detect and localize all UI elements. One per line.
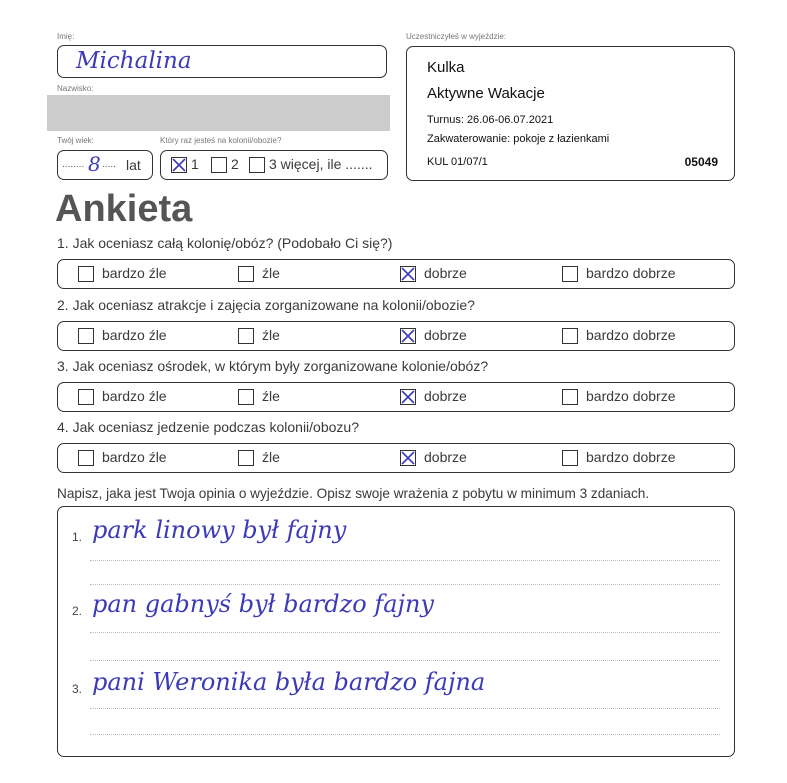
question-4-text <box>57 419 359 435</box>
rating-option-label: dobrze <box>424 327 467 343</box>
question-number: 4. <box>57 419 69 435</box>
rating-checkbox[interactable] <box>238 389 254 405</box>
check-mark-icon <box>400 450 416 466</box>
age-dots-after: ..... <box>102 159 116 170</box>
rating-checkbox[interactable] <box>562 328 578 344</box>
rating-option-label: bardzo źle <box>102 449 167 465</box>
age-unit: lat <box>126 157 141 173</box>
times-option-1: 1 <box>191 156 199 172</box>
age-label: Twój wiek: <box>57 136 94 145</box>
check-mark-icon <box>171 157 187 173</box>
rating-option-label: źle <box>262 327 280 343</box>
trip-turnus: Turnus: 26.06-06.07.2021 <box>427 114 554 126</box>
dotted-line <box>90 660 720 661</box>
rating-checkbox[interactable] <box>238 266 254 282</box>
rating-option-label: bardzo dobrze <box>586 449 676 465</box>
times-field <box>160 150 388 180</box>
opinion-line-number: 2. <box>72 604 83 618</box>
rating-option-label: bardzo dobrze <box>586 388 676 404</box>
rating-checkbox[interactable] <box>78 450 94 466</box>
rating-option-label: bardzo źle <box>102 327 167 343</box>
opinion-prompt: Napisz, jaka jest Twoja opinia o wyjeździe. Opisz swoje wrażenia z pobytu w minimum 3 zdaniach. <box>57 486 650 501</box>
question-number: 1. <box>57 235 69 251</box>
opinion-answer: park linowy był fajny <box>92 516 347 544</box>
rating-checkbox[interactable] <box>562 450 578 466</box>
age-value: 8 <box>88 152 101 176</box>
dotted-line <box>90 584 720 585</box>
times-option-2: 2 <box>231 156 239 172</box>
rating-option-label: dobrze <box>424 449 467 465</box>
rating-checkbox[interactable] <box>238 450 254 466</box>
question-label: Jak oceniasz atrakcje i zajęcia zorganizowane na kolonii/obozie? <box>72 297 475 313</box>
rating-option-label: dobrze <box>424 265 467 281</box>
question-number: 2. <box>57 297 69 313</box>
rating-option-label: źle <box>262 388 280 404</box>
rating-checkbox[interactable] <box>78 266 94 282</box>
question-3-options <box>57 382 735 412</box>
opinion-answer: pan gabnyś był bardzo fajny <box>92 590 434 618</box>
last-name-redacted <box>47 95 390 131</box>
opinion-line-number: 3. <box>72 682 83 696</box>
rating-option-label: dobrze <box>424 388 467 404</box>
trip-accommodation: Zakwaterowanie: pokoje z łazienkami <box>427 133 610 145</box>
trip-program: Aktywne Wakacje <box>427 85 545 102</box>
trip-label: Uczestniczyłeś w wyjeździe: <box>406 32 507 41</box>
question-3-text <box>57 358 488 374</box>
rating-option-label: bardzo dobrze <box>586 327 676 343</box>
trip-number: 05049 <box>684 155 718 169</box>
trip-code: KUL 01/07/1 <box>427 156 488 168</box>
dotted-line <box>90 708 720 709</box>
question-1-options <box>57 259 735 289</box>
times-checkbox-2[interactable] <box>211 157 227 173</box>
question-4-options <box>57 443 735 473</box>
rating-option-label: bardzo dobrze <box>586 265 676 281</box>
opinion-line-number: 1. <box>72 530 83 544</box>
times-label: Który raz jesteś na kolonii/obozie? <box>160 136 282 145</box>
times-checkbox-3[interactable] <box>249 157 265 173</box>
rating-option-label: bardzo źle <box>102 388 167 404</box>
check-mark-icon <box>400 328 416 344</box>
check-mark-icon <box>400 266 416 282</box>
rating-option-label: źle <box>262 449 280 465</box>
age-dots-before: ........ <box>62 159 85 170</box>
rating-option-label: bardzo źle <box>102 265 167 281</box>
question-2-options <box>57 321 735 351</box>
question-number: 3. <box>57 358 69 374</box>
dotted-line <box>90 560 720 561</box>
times-checkbox-1[interactable] <box>171 157 187 173</box>
age-field[interactable] <box>57 150 153 180</box>
first-name-value: Michalina <box>76 48 192 74</box>
times-option-3: 3 więcej, ile ....... <box>269 156 373 172</box>
rating-checkbox[interactable] <box>78 389 94 405</box>
question-1-text <box>57 235 392 251</box>
page-title: Ankieta <box>55 188 193 230</box>
rating-option-label: źle <box>262 265 280 281</box>
rating-checkbox[interactable] <box>562 266 578 282</box>
question-2-text <box>57 297 475 313</box>
question-label: Jak oceniasz jedzenie podczas kolonii/obozu? <box>72 419 359 435</box>
trip-info-box <box>406 46 735 181</box>
check-mark-icon <box>400 389 416 405</box>
question-label: Jak oceniasz całą kolonię/obóz? (Podobało Ci się?) <box>72 235 393 251</box>
opinion-answer: pani Weronika była bardzo fajna <box>92 668 486 696</box>
trip-name: Kulka <box>427 59 465 76</box>
rating-checkbox[interactable] <box>562 389 578 405</box>
first-name-label: Imię: <box>57 32 75 41</box>
rating-checkbox[interactable] <box>238 328 254 344</box>
rating-checkbox[interactable] <box>400 328 416 344</box>
question-label: Jak oceniasz ośrodek, w którym były zorganizowane kolonie/obóz? <box>72 358 489 374</box>
dotted-line <box>90 734 720 735</box>
dotted-line <box>90 632 720 633</box>
rating-checkbox[interactable] <box>400 389 416 405</box>
rating-checkbox[interactable] <box>400 450 416 466</box>
last-name-label: Nazwisko: <box>57 84 94 93</box>
rating-checkbox[interactable] <box>78 328 94 344</box>
first-name-field[interactable] <box>57 45 387 78</box>
rating-checkbox[interactable] <box>400 266 416 282</box>
